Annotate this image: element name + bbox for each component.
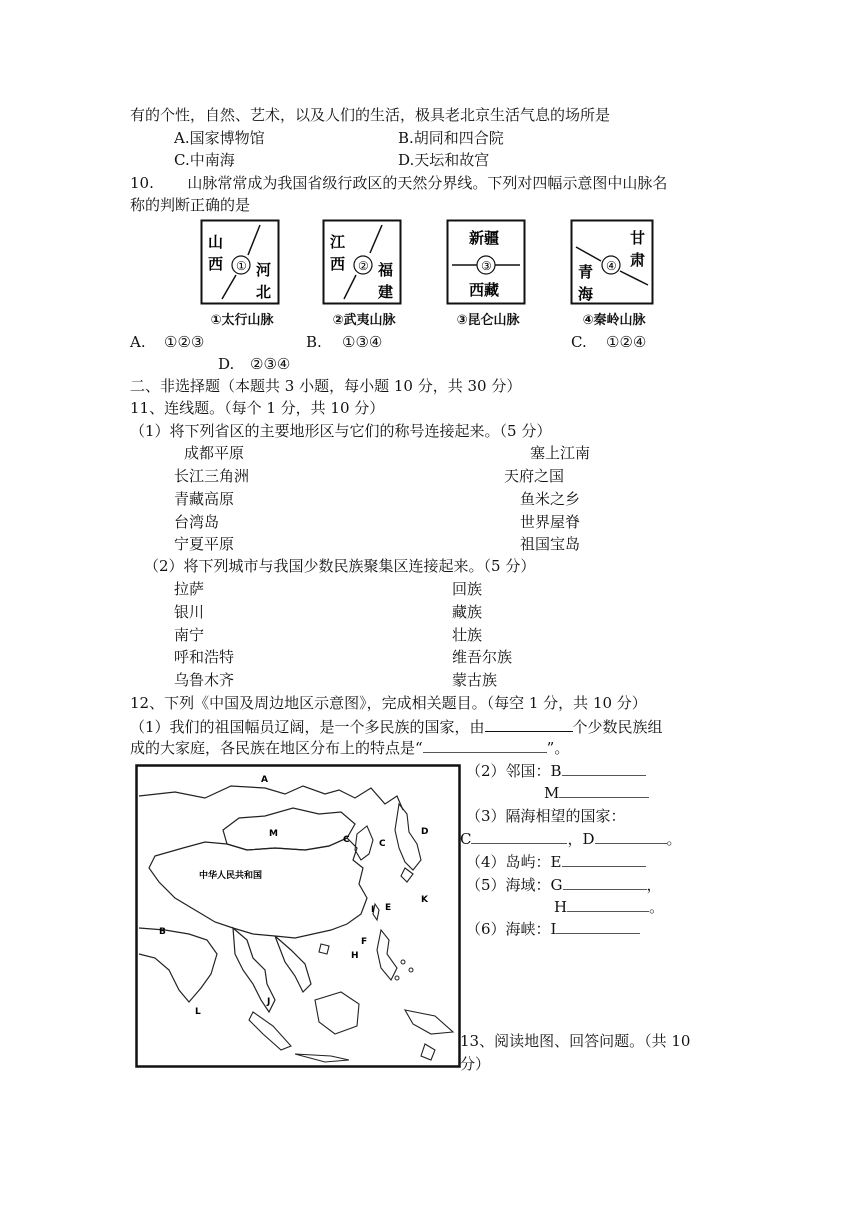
q9-option-b: B.胡同和四合院 (398, 129, 504, 147)
map-label-i: I (371, 905, 375, 915)
q10-option-d: ②③④ (250, 355, 291, 373)
map-label-c2: C (379, 839, 386, 849)
q11-part2-left-4: 呼和浩特 (174, 648, 235, 666)
map-label-f: F (361, 937, 368, 947)
q11-part1-right-5: 祖国宝岛 (520, 535, 581, 553)
map-label-b: B (159, 927, 166, 937)
q12-blank-b[interactable] (562, 761, 646, 776)
diagram-2-caption: ②武夷山脉 (332, 313, 396, 328)
q10-stem-text: 山脉常常成为我国省级行政区的天然分界线。下列对四幅示意图中山脉名 (187, 174, 668, 192)
q11-part1-right-3: 鱼米之乡 (520, 490, 581, 508)
q12-blank-minority-count[interactable] (485, 715, 573, 732)
q10-option-a-label: A. (130, 333, 146, 351)
q10-option-c-label: C. (571, 333, 587, 351)
mountain-diagram-1 (200, 219, 280, 305)
q11-part2-right-5: 蒙古族 (452, 671, 498, 689)
q12-part2-b (466, 760, 646, 782)
q12-part5-g (466, 874, 662, 896)
q13-title-line1: 13、阅读地图、回答问题。（共 10 (460, 1032, 691, 1050)
map-title-china: 中华人民共和国 (199, 871, 263, 881)
diagram-4-label-qing: 青 (578, 263, 594, 281)
diagram-3-label-xizang: 西藏 (469, 281, 500, 299)
q12-part5-end: 。 (649, 898, 665, 916)
q12-part3-d-label: ，D (567, 830, 595, 848)
map-label-a: A (261, 775, 268, 785)
q12-part3-c-label: C (460, 830, 472, 848)
q12-blank-e[interactable] (562, 852, 646, 867)
q12-part5-comma: ， (646, 876, 662, 894)
q12-part1-line2 (130, 737, 569, 759)
diagram-1-label-shan: 山 (208, 233, 224, 251)
section-2-title: 二、非选择题（本题共 3 小题，每小题 10 分，共 30 分） (130, 377, 522, 395)
map-label-k: K (421, 895, 428, 905)
q11-part1-right-4: 世界屋脊 (520, 513, 581, 531)
q12-blank-g[interactable] (563, 875, 647, 890)
q10-option-c: ①②④ (606, 333, 647, 351)
q9-option-d: D.天坛和故宫 (398, 151, 490, 169)
q11-part2-left-1: 拉萨 (174, 580, 205, 598)
mountain-diagram-4 (570, 219, 654, 305)
diagram-4-label-gan: 甘 (630, 229, 646, 247)
q12-part5-h (554, 896, 664, 918)
diagram-1-label-xi: 西 (208, 255, 224, 273)
diagram-2-label-jian: 建 (378, 283, 394, 301)
map-label-d: D (421, 827, 429, 837)
q12-blank-i[interactable] (556, 919, 640, 934)
q12-part1-text-a: （1）我们的祖国幅员辽阔，是一个多民族的国家，由 (130, 718, 485, 736)
q13-title-line2: 分） (460, 1055, 491, 1073)
q9-stem: 有的个性，自然、艺术，以及人们的生活，极具老北京生活气息的场所是 (130, 106, 611, 124)
diagram-4-label-su: 肃 (630, 251, 646, 269)
q10-stem-line2: 称的判断正确的是 (130, 196, 251, 214)
q12-part6 (466, 918, 640, 940)
map-label-h: H (351, 951, 359, 961)
q12-part3-end: 。 (666, 830, 682, 848)
q12-part5-h-label: H (554, 898, 568, 916)
q11-part2-left-3: 南宁 (174, 626, 205, 644)
q11-part2-right-1: 回族 (452, 580, 483, 598)
q11-part1-left-5: 宁夏平原 (174, 535, 235, 553)
map-label-c1: C (343, 835, 350, 845)
q11-part1-left-4: 台湾岛 (174, 513, 220, 531)
q11-part2-right-2: 藏族 (452, 603, 483, 621)
q12-part5-label: （5）海域：G (466, 876, 563, 894)
china-neighbors-map (135, 764, 461, 1068)
q9-option-a: A.国家博物馆 (174, 129, 265, 147)
q11-part2-title: （2）将下列城市与我国少数民族聚集区连接起来。（5 分） (144, 557, 536, 575)
map-label-l: L (195, 1007, 201, 1017)
q12-part4-label: （4）岛屿：E (466, 853, 562, 871)
mountain-diagram-2 (322, 219, 402, 305)
q12-blank-c[interactable] (471, 829, 567, 844)
q11-part1-title: （1）将下列省区的主要地形区与它们的称号连接起来。（5 分） (130, 422, 552, 440)
q12-part2-m (544, 782, 649, 804)
diagram-2-label-jiang: 江 (330, 233, 346, 251)
diagram-1-caption: ①太行山脉 (210, 313, 274, 328)
q12-part1-text-c: 成的大家庭，各民族在地区分布上的特点是“ (130, 739, 423, 757)
diagram-1-label-he: 河 (256, 261, 272, 279)
q12-part1-text-b: 个少数民族组 (572, 718, 663, 736)
q12-part2-label: （2）邻国：B (466, 762, 562, 780)
map-label-m: M (269, 829, 278, 839)
diagram-4-number: ④ (606, 259, 617, 273)
q11-part1-right-1: 塞上江南 (530, 444, 591, 462)
diagram-2-label-xi: 西 (330, 255, 346, 273)
diagram-3-label-xinjiang: 新疆 (469, 229, 500, 247)
q10-number: 10. (130, 174, 154, 192)
diagram-4-caption: ④秦岭山脉 (582, 313, 646, 328)
q12-part4 (466, 851, 646, 873)
q11-part2-right-4: 维吾尔族 (452, 648, 513, 666)
q10-option-b-label: B. (306, 333, 322, 351)
q12-blank-m[interactable] (559, 783, 649, 798)
q11-part1-left-3: 青藏高原 (174, 490, 235, 508)
q10-option-d-label: D. (218, 355, 235, 373)
q12-part3-blanks (460, 828, 682, 850)
q10-stem-line1 (130, 172, 667, 194)
mountain-diagram-3 (446, 219, 526, 305)
q12-part1-line1 (130, 715, 663, 738)
q10-option-b: ①③④ (342, 333, 383, 351)
q12-part2-m-label: M (544, 784, 560, 802)
map-label-e: E (385, 903, 392, 913)
diagram-2-number: ② (358, 259, 369, 273)
map-label-j: J (267, 997, 271, 1007)
diagram-1-label-bei: 北 (256, 283, 272, 301)
q12-part6-label: （6）海峡：I (466, 920, 557, 938)
diagram-2-label-fu: 福 (378, 261, 394, 279)
diagram-1-number: ① (236, 259, 247, 273)
q11-part2-left-5: 乌鲁木齐 (174, 671, 235, 689)
diagram-4-label-hai: 海 (578, 285, 594, 303)
q12-blank-d[interactable] (595, 829, 667, 844)
q11-part1-left-1: 成都平原 (184, 444, 245, 462)
q11-title: 11、连线题。（每个 1 分，共 10 分） (130, 399, 385, 417)
q10-option-a: ①②③ (164, 333, 205, 351)
q12-blank-distribution[interactable] (423, 738, 547, 753)
q12-part3-title: （3）隔海相望的国家： (466, 807, 626, 825)
q11-part1-right-2: 天府之国 (504, 467, 565, 485)
q11-part1-left-2: 长江三角洲 (174, 467, 250, 485)
diagram-3-caption: ③昆仑山脉 (456, 313, 520, 328)
q12-part1-text-d: ”。 (546, 739, 570, 757)
q11-part2-right-3: 壮族 (452, 626, 483, 644)
q12-blank-h[interactable] (567, 897, 649, 912)
diagram-3-number: ③ (481, 259, 492, 273)
q9-option-c: C.中南海 (174, 151, 235, 169)
q11-part2-left-2: 银川 (174, 603, 205, 621)
q12-title: 12、下列《中国及周边地区示意图》，完成相关题目。（每空 1 分，共 10 分） (130, 694, 647, 712)
